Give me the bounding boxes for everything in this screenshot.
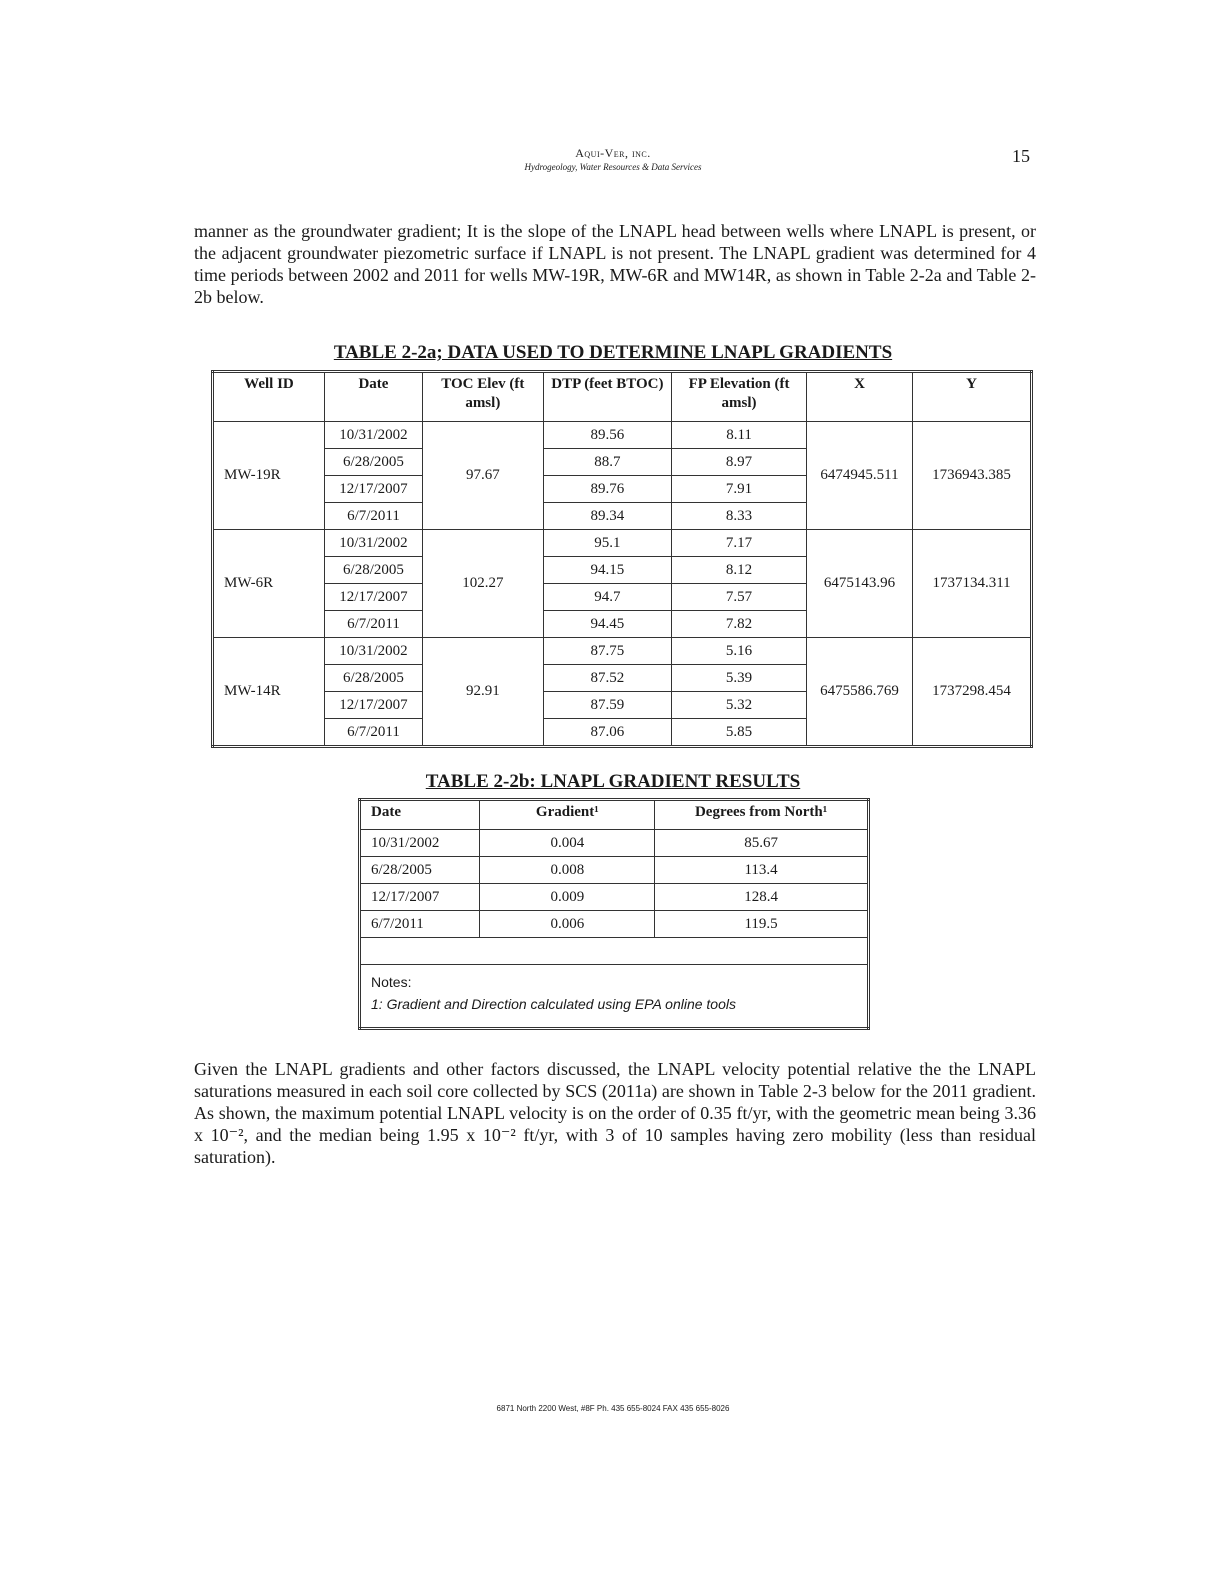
fp-elevation-cell: 5.39 xyxy=(672,665,807,692)
table-b-caption: TABLE 2-2b: LNAPL GRADIENT RESULTS xyxy=(425,771,801,792)
x-coordinate-cell: 6475586.769 xyxy=(806,638,912,747)
gradient-results-table xyxy=(358,798,870,1030)
date-cell: 6/7/2011 xyxy=(324,719,422,747)
blank-cell xyxy=(360,938,869,965)
fp-elevation-cell: 8.12 xyxy=(672,557,807,584)
degrees-cell: 113.4 xyxy=(655,857,869,884)
dtp-cell: 94.45 xyxy=(543,611,672,638)
well-id-cell: MW-6R xyxy=(213,530,325,638)
company-name: Aqui-Ver, inc. xyxy=(575,146,651,160)
gradient-data-table xyxy=(211,370,1033,748)
fp-elevation-cell: 8.33 xyxy=(672,503,807,530)
header-date: Date xyxy=(360,800,480,830)
header-date: Date xyxy=(324,372,422,422)
dtp-cell: 94.15 xyxy=(543,557,672,584)
footer-address: 6871 North 2200 West, #8F Ph. 435 655-8024 FAX 435 655-8026 xyxy=(496,1404,730,1413)
date-cell: 10/31/2002 xyxy=(324,422,422,449)
degrees-cell: 119.5 xyxy=(655,911,869,938)
notes-row xyxy=(360,965,869,1029)
table-a-caption: TABLE 2-2a; DATA USED TO DETERMINE LNAPL GRADIENTS xyxy=(333,342,893,363)
date-cell: 10/31/2002 xyxy=(324,638,422,665)
dtp-cell: 88.7 xyxy=(543,449,672,476)
dtp-cell: 94.7 xyxy=(543,584,672,611)
toc-elev-cell: 97.67 xyxy=(423,422,544,530)
table-header-row xyxy=(213,372,1032,422)
gradient-cell: 0.008 xyxy=(480,857,655,884)
letterhead xyxy=(0,146,1226,172)
toc-elev-cell: 92.91 xyxy=(423,638,544,747)
x-coordinate-cell: 6474945.511 xyxy=(806,422,912,530)
dtp-cell: 87.06 xyxy=(543,719,672,747)
toc-elev-cell: 102.27 xyxy=(423,530,544,638)
company-tagline: Hydrogeology, Water Resources & Data Services xyxy=(524,162,702,172)
dtp-cell: 89.56 xyxy=(543,422,672,449)
dtp-cell: 89.76 xyxy=(543,476,672,503)
header-gradient: Gradient¹ xyxy=(480,800,655,830)
table-row xyxy=(360,911,869,938)
dtp-cell: 87.75 xyxy=(543,638,672,665)
fp-elevation-cell: 5.85 xyxy=(672,719,807,747)
table-header-row xyxy=(360,800,869,830)
fp-elevation-cell: 7.17 xyxy=(672,530,807,557)
date-cell: 12/17/2007 xyxy=(360,884,480,911)
gradient-cell: 0.006 xyxy=(480,911,655,938)
y-coordinate-cell: 1737134.311 xyxy=(913,530,1032,638)
notes-label: Notes: xyxy=(371,974,412,990)
table-row xyxy=(360,884,869,911)
degrees-cell: 85.67 xyxy=(655,830,869,857)
gradient-cell: 0.009 xyxy=(480,884,655,911)
dtp-cell: 87.52 xyxy=(543,665,672,692)
well-id-cell: MW-14R xyxy=(213,638,325,747)
date-cell: 6/28/2005 xyxy=(360,857,480,884)
date-cell: 6/28/2005 xyxy=(324,449,422,476)
x-coordinate-cell: 6475143.96 xyxy=(806,530,912,638)
header-y: Y xyxy=(913,372,1032,422)
fp-elevation-cell: 5.16 xyxy=(672,638,807,665)
table-row xyxy=(360,857,869,884)
blank-row xyxy=(360,938,869,965)
table-row xyxy=(213,638,1032,665)
date-cell: 6/28/2005 xyxy=(324,665,422,692)
date-cell: 6/7/2011 xyxy=(324,611,422,638)
header-degrees-from-north: Degrees from North¹ xyxy=(655,800,869,830)
y-coordinate-cell: 1736943.385 xyxy=(913,422,1032,530)
fp-elevation-cell: 7.57 xyxy=(672,584,807,611)
date-cell: 12/17/2007 xyxy=(324,476,422,503)
well-id-cell: MW-19R xyxy=(213,422,325,530)
table-row xyxy=(360,830,869,857)
notes-cell xyxy=(360,965,869,1029)
dtp-cell: 95.1 xyxy=(543,530,672,557)
page-number: 15 xyxy=(1012,146,1030,166)
header-fp-elevation: FP Elevation (ft amsl) xyxy=(672,372,807,422)
table-row xyxy=(213,422,1032,449)
dtp-cell: 89.34 xyxy=(543,503,672,530)
dtp-cell: 87.59 xyxy=(543,692,672,719)
date-cell: 6/7/2011 xyxy=(360,911,480,938)
date-cell: 10/31/2002 xyxy=(360,830,480,857)
date-cell: 6/28/2005 xyxy=(324,557,422,584)
intro-paragraph: manner as the groundwater gradient; It is the slope of the LNAPL head between wells where LNAPL is present, or the adjacent groundwater piezometric surface if LNAPL is not present. The LNAPL gradient was determined for 4 time periods between 2002 and 2011 for wells MW-19R, MW-6R and MW14R, as shown in Table 2-2a and Table 2-2b below. xyxy=(194,221,1036,307)
fp-elevation-cell: 7.82 xyxy=(672,611,807,638)
header-dtp: DTP (feet BTOC) xyxy=(543,372,672,422)
fp-elevation-cell: 8.97 xyxy=(672,449,807,476)
date-cell: 6/7/2011 xyxy=(324,503,422,530)
header-toc-elev: TOC Elev (ft amsl) xyxy=(423,372,544,422)
note-1: 1: Gradient and Direction calculated using EPA online tools xyxy=(371,996,736,1012)
fp-elevation-cell: 8.11 xyxy=(672,422,807,449)
date-cell: 12/17/2007 xyxy=(324,692,422,719)
header-well-id: Well ID xyxy=(213,372,325,422)
date-cell: 10/31/2002 xyxy=(324,530,422,557)
degrees-cell: 128.4 xyxy=(655,884,869,911)
fp-elevation-cell: 5.32 xyxy=(672,692,807,719)
date-cell: 12/17/2007 xyxy=(324,584,422,611)
table-row xyxy=(213,530,1032,557)
y-coordinate-cell: 1737298.454 xyxy=(913,638,1032,747)
fp-elevation-cell: 7.91 xyxy=(672,476,807,503)
header-x: X xyxy=(806,372,912,422)
gradient-cell: 0.004 xyxy=(480,830,655,857)
velocity-paragraph: Given the LNAPL gradients and other factors discussed, the LNAPL velocity potential relative the the LNAPL saturations measured in each soil core collected by SCS (2011a) are shown in Table 2-3 below for the 2011 gradient. As shown, the maximum potential LNAPL velocity is on the order of 0.35 ft/yr, with the geometric mean being 3.36 x 10⁻², and the median being 1.95 x 10⁻² ft/yr, with 3 of 10 samples having zero mobility (less than residual saturation). xyxy=(194,1059,1036,1167)
